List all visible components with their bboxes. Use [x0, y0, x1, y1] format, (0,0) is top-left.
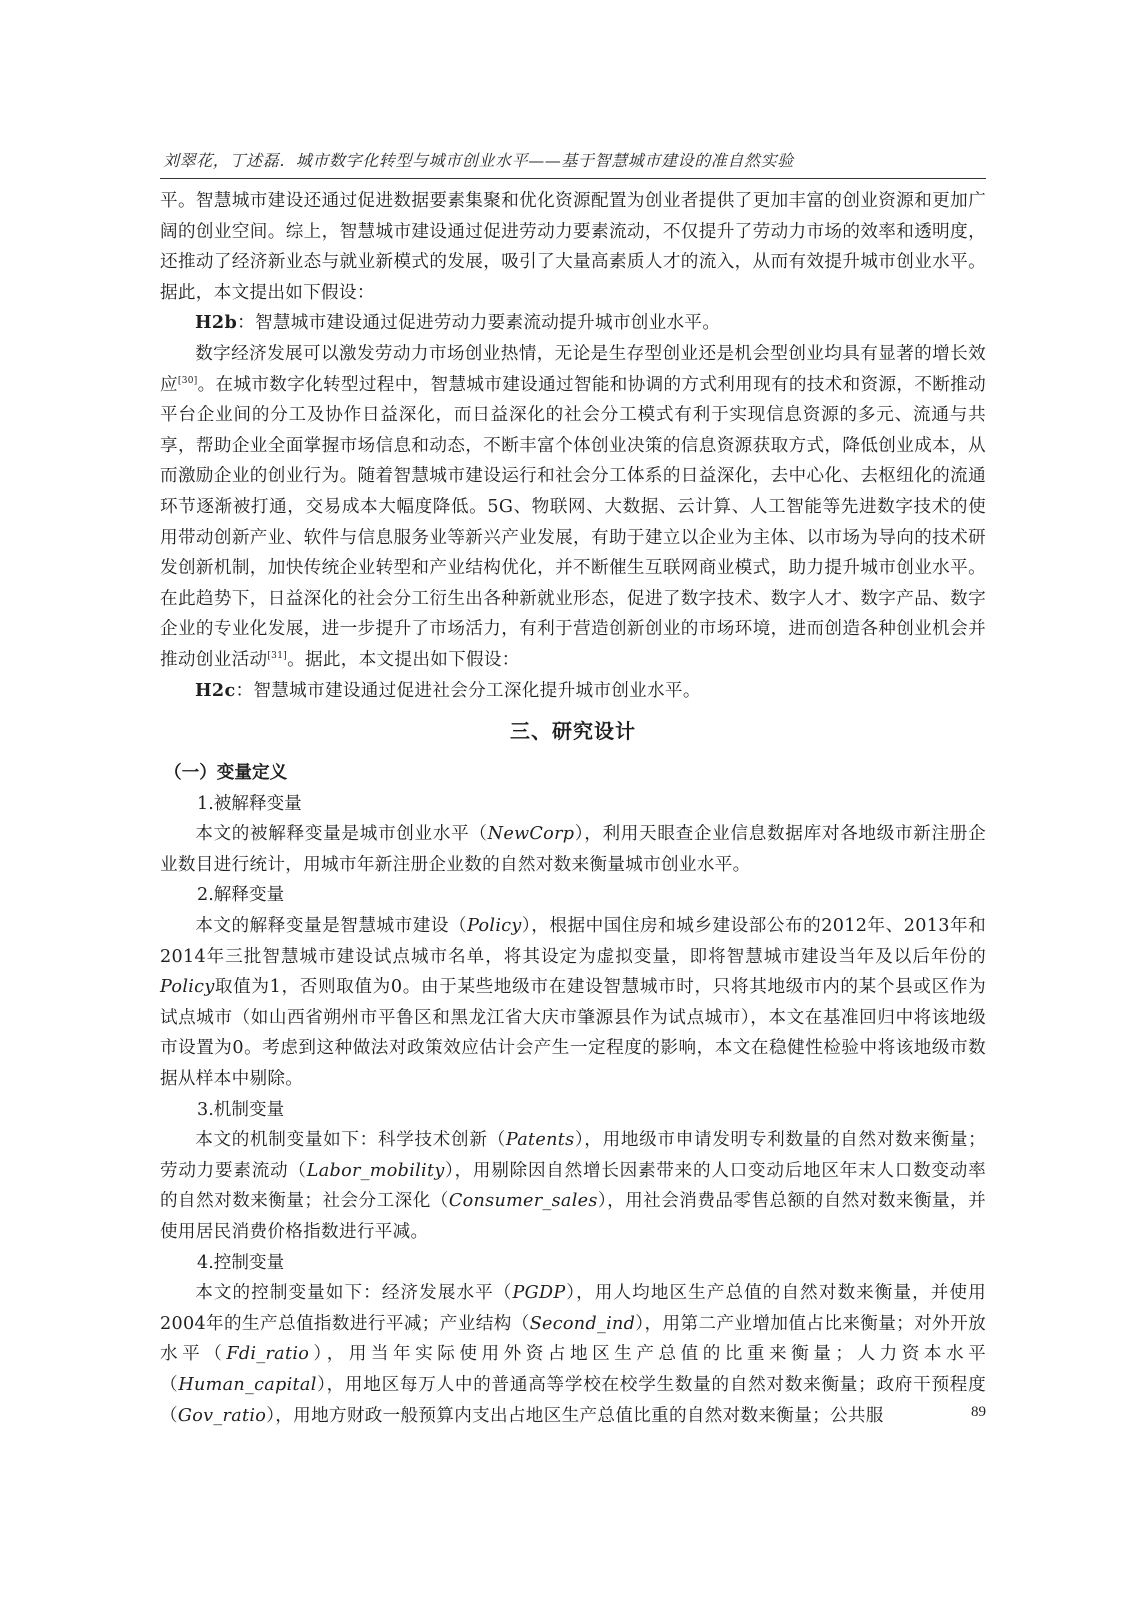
running-header: 刘翠花，丁述磊．城市数字化转型与城市创业水平——基于智慧城市建设的准自然实验 [163, 151, 794, 170]
paragraph-text: ），用地区每万人中的普通高等学校在校学生数量的自然对数来衡量；政府干预程度（ [160, 1374, 986, 1426]
variable-name: Policy [160, 977, 215, 998]
paragraph-text: ），用剔除因自然增长因素带来的人口变动后地区年末人口数变动率的自然对数来衡量；社会分工深化（ [160, 1160, 987, 1212]
paragraph-text: 。据此，本文提出如下假设： [287, 649, 520, 670]
paragraph-text: ），用地方财政一般预算内支出占地区生产总值比重的自然对数来衡量；公共服 [266, 1405, 884, 1426]
paragraph-text: 数字经济发展可以激发劳动力市场创业热情，无论是生存型创业还是机会型创业均具有显著的增长效应 [160, 343, 986, 395]
body-text [160, 186, 986, 1431]
variable-name: Patents [505, 1130, 575, 1151]
paragraph-mechanism-variable [160, 1125, 986, 1247]
variable-name: Human_capital [178, 1374, 317, 1395]
variable-name: Labor_mobility [306, 1160, 445, 1181]
variable-name: Policy [467, 916, 522, 937]
subsection-title: （一）变量定义 [164, 763, 288, 784]
paragraph-text: 本文的被解释变量是城市创业水平（ [195, 824, 488, 845]
paragraph-explanatory-variable [160, 911, 986, 1095]
hypothesis-label: H2b [195, 312, 238, 334]
paragraph-text: 本文的控制变量如下：经济发展水平（ [195, 1283, 513, 1304]
section-title: 三、研究设计 [510, 719, 636, 744]
hypothesis-text: ：智慧城市建设通过促进社会分工深化提升城市创业水平。 [235, 680, 701, 701]
paragraph-dependent-variable [160, 819, 986, 880]
header-rule [160, 178, 986, 179]
variable-name: NewCorp [487, 824, 575, 845]
citation-ref: [31] [267, 650, 288, 661]
paragraph-text: ），用当年实际使用外资占地区生产总值的比重来衡量；人力资本水平（ [160, 1344, 986, 1395]
paragraph-text: ），用地级市申请发明专利数量的自然对数来衡量；劳动力要素流动（ [160, 1130, 986, 1181]
variable-name: Fdi_ratio [226, 1344, 310, 1365]
paragraph-continuation: 平。智慧城市建设还通过促进数据要素集聚和优化资源配置为创业者提供了更加丰富的创业资源和更加广阔的创业空间。综上，智慧城市建设通过促进劳动力要素流动，不仅提升了劳动力市场的效率和透明度，还推动了经济新业态与就业新模式的发展，吸引了大量高素质人才的流入，从而有效提升城市创业水平。据此，本文提出如下假设： [160, 191, 986, 303]
variable-heading-explanatory: 2.解释变量 [197, 885, 285, 906]
hypothesis-label: H2c [195, 679, 236, 701]
paragraph-text: 取值为1，否则取值为0。由于某些地级市在建设智慧城市时，只将其地级市内的某个县或区作为试点城市（如山西省朔州市平鲁区和黑龙江省大庆市肇源县作为试点城市），本文在基准回归中将该地级市设置为0。考虑到这种做法对政策效应估计会产生一定程度的影响，本文在稳健性检验中将该地级市数据从样本中剔除。 [160, 977, 986, 1090]
page-number: 89 [971, 1404, 986, 1420]
paragraph-text: ），用人均地区生产总值的自然对数来衡量，并使用2004年的生产总值指数进行平减；产业结构（ [160, 1283, 986, 1334]
paragraph-digital-economy [160, 339, 986, 676]
paragraph-control-variable [160, 1278, 986, 1431]
variable-heading-dependent: 1.被解释变量 [197, 793, 302, 814]
hypothesis-h2b [160, 308, 986, 339]
paragraph-text: 本文的机制变量如下：科学技术创新（ [195, 1130, 506, 1151]
paragraph-text: ），用第二产业增加值占比来衡量；对外开放水平（ [160, 1313, 986, 1365]
paragraph-text: ），用社会消费品零售总额的自然对数来衡量，并使用居民消费价格指数进行平减。 [160, 1191, 986, 1242]
hypothesis-text: ：智慧城市建设通过促进劳动力要素流动提升城市创业水平。 [237, 313, 721, 334]
citation-ref: [30] [177, 375, 198, 386]
variable-heading-control: 4.控制变量 [197, 1252, 285, 1273]
paragraph-text: 。在城市数字化转型过程中，智慧城市建设通过智能和协调的方式利用现有的技术和资源，不断推动平台企业间的分工及协作日益深化，而日益深化的社会分工模式有利于实现信息资源的多元、流通与共享，帮助企业全面掌握市场信息和动态，不断丰富个体创业决策的信息资源获取方式，降低创业成本，从而激励企业的创业行为。随着智慧城市建设运行和社会分工体系的日益深化，去中心化、去枢纽化的流通环节逐渐被打通，交易成本大幅度降低。5G、物联网、大数据、云计算、人工智能等先进数字技术的使用带动创新产业、软件与信息服务业等新兴产业发展，有助于建立以企业为主体、以市场为导向的技术研发创新机制，加快传统企业转型和产业结构优化，并不断催生互联网商业模式，助力提升城市创业水平。在此趋势下，日益深化的社会分工衍生出各种新就业形态，促进了数字技术、数字人才、数字产品、数字企业的专业化发展，进一步提升了市场活力，有利于营造创新创业的市场环境，进而创造各种创业机会并推动创业活动 [160, 374, 986, 670]
paragraph-text: ），利用天眼查企业信息数据库对各地级市新注册企业数目进行统计，用城市年新注册企业数的自然对数来衡量城市创业水平。 [160, 824, 986, 875]
hypothesis-h2c [160, 676, 986, 707]
variable-name: Second_ind [529, 1313, 636, 1334]
variable-name: Consumer_sales [448, 1191, 598, 1212]
variable-name: Gov_ratio [177, 1405, 267, 1426]
paragraph-text: 本文的解释变量是智慧城市建设（ [195, 916, 468, 937]
paragraph-text: ），根据中国住房和城乡建设部公布的2012年、2013年和2014年三批智慧城市建设试点城市名单，将其设定为虚拟变量，即将智慧城市建设当年及以后年份的 [160, 916, 986, 967]
variable-heading-mechanism: 3.机制变量 [197, 1099, 285, 1120]
variable-name: PGDP [512, 1283, 566, 1304]
